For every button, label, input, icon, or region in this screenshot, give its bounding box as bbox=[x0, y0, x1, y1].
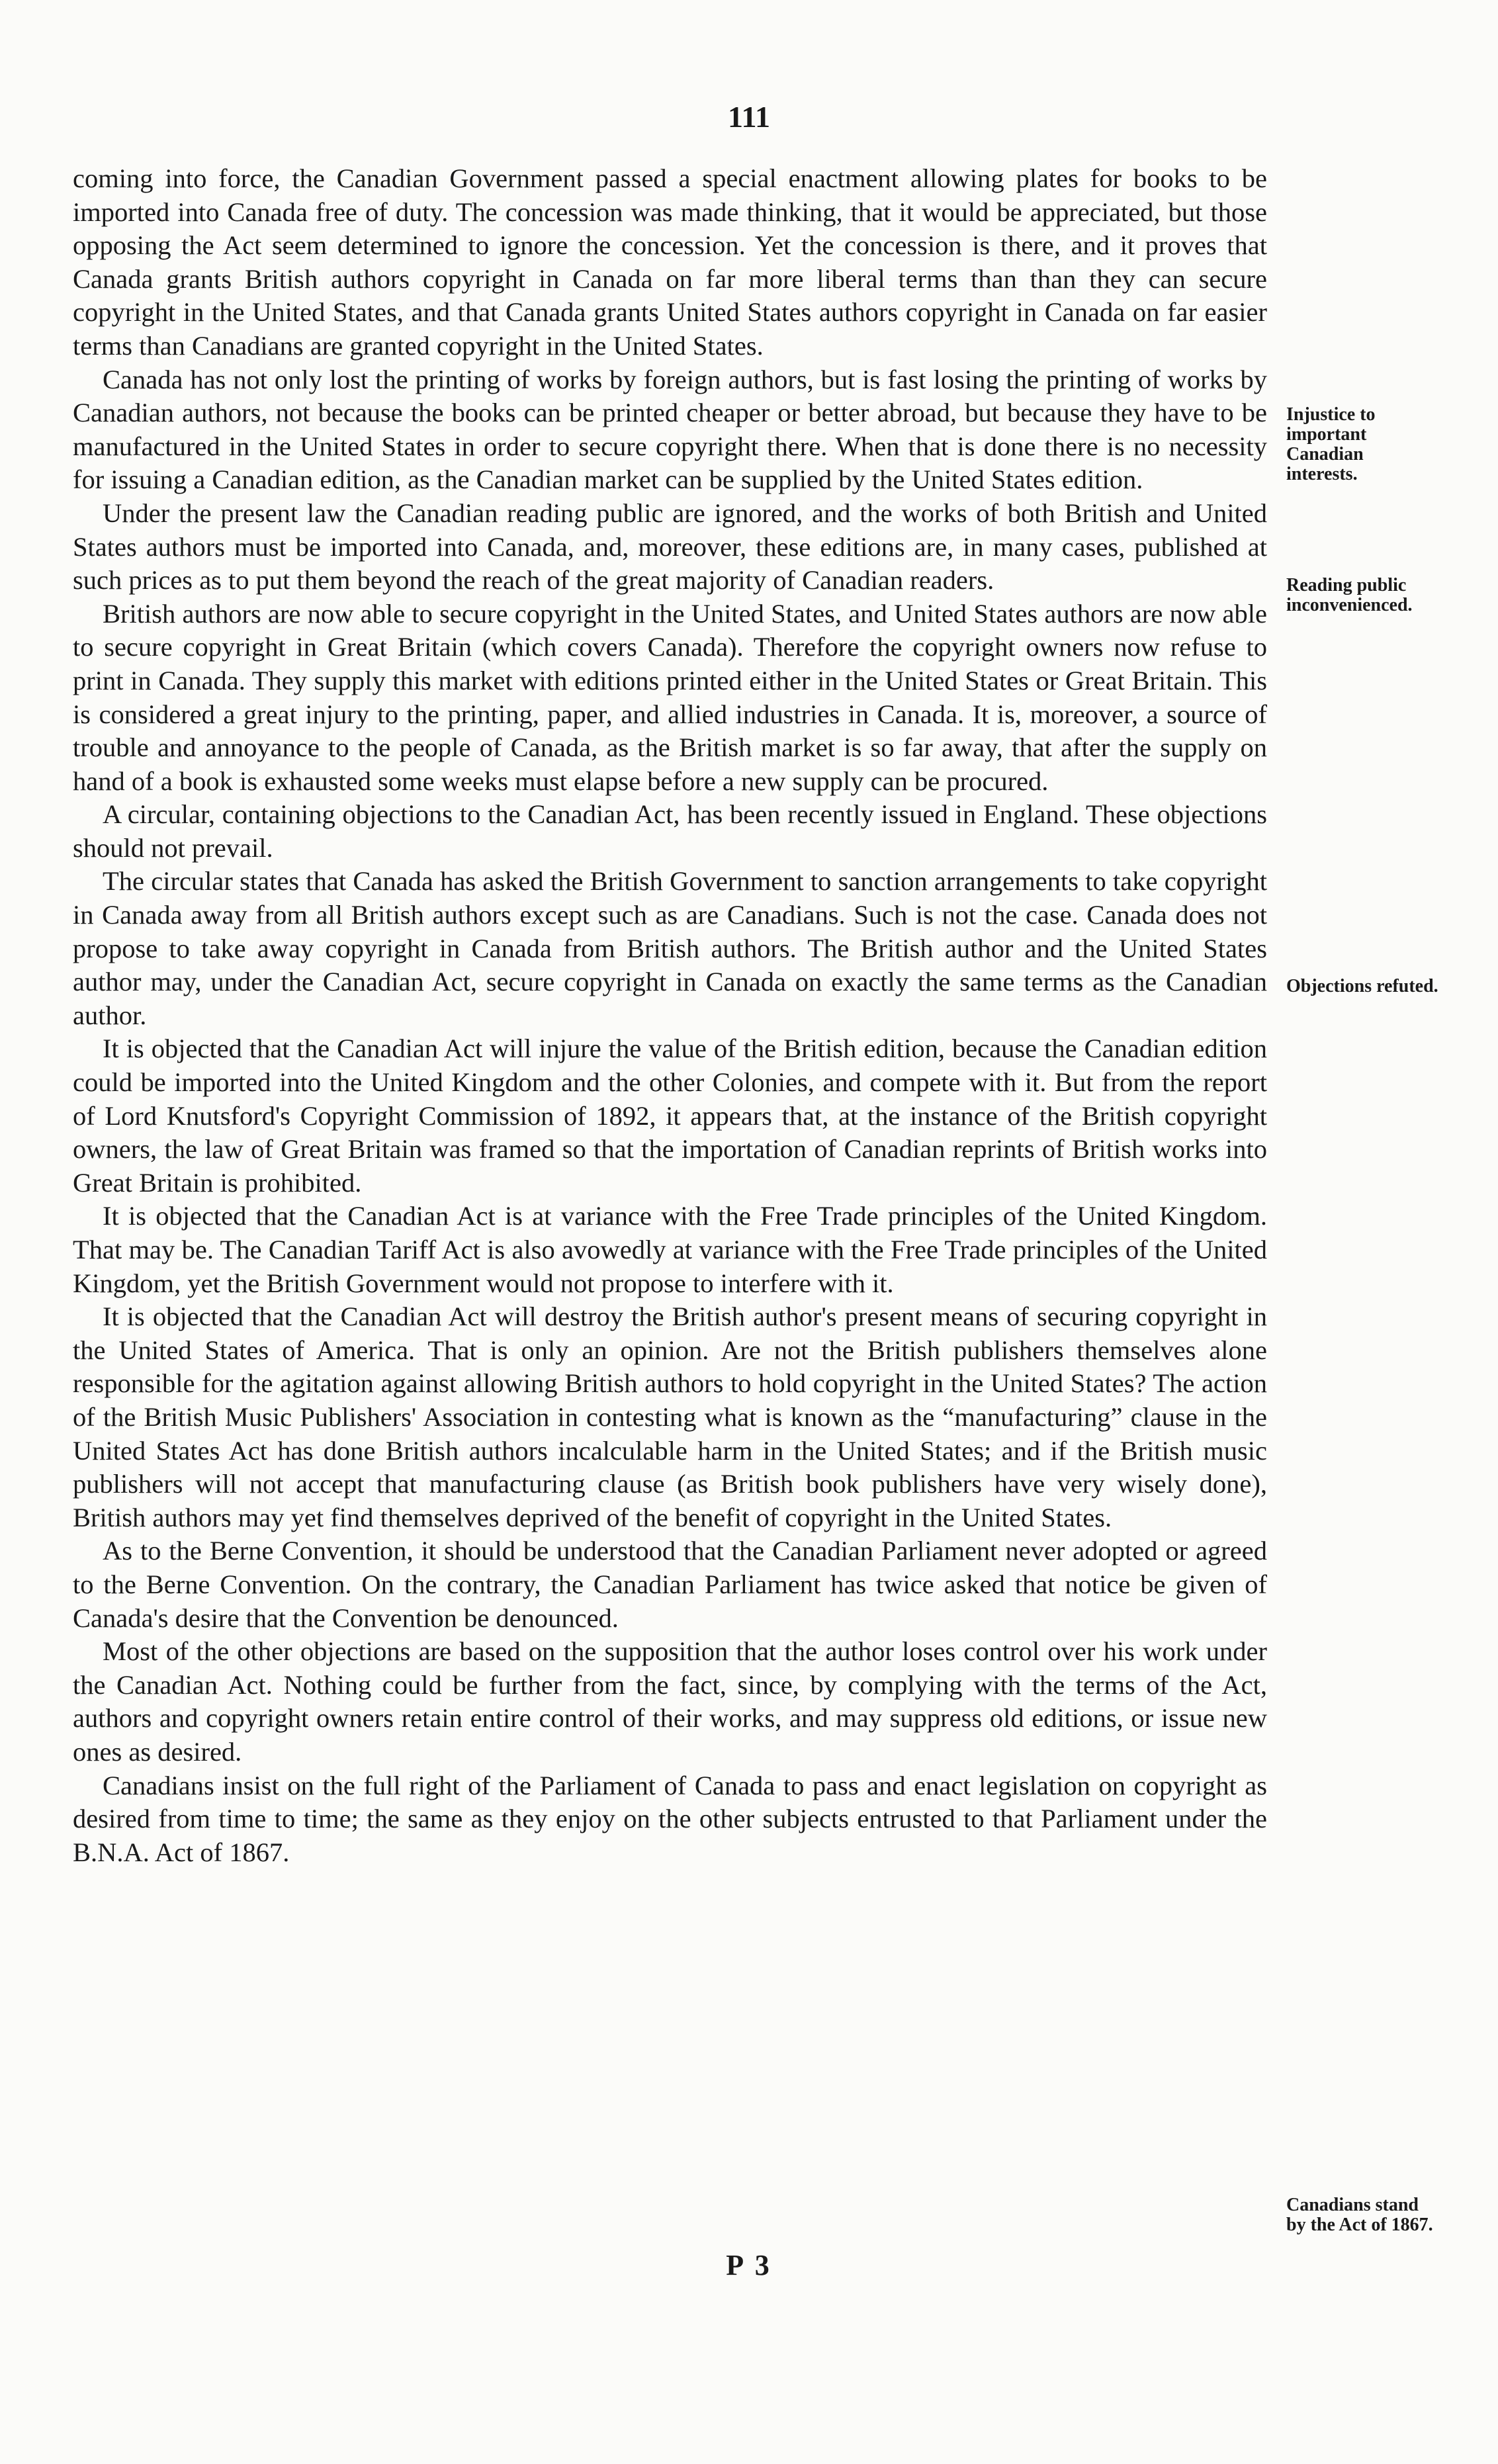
paragraph-printing-lost: Canada has not only lost the printing of works by foreign authors, but is fast losing the printing of works by Canadian authors, not because the books can be printed cheaper or better abroad, but because they have to be manufactured in the United States in order to secure copyright there. When that is done there is no necessity for issuing a Canadian edition, as the Canadian market can be supplied by the United States edition. bbox=[73, 364, 1267, 495]
sidenote-reading-public: Reading public inconvenienced. bbox=[1286, 575, 1413, 615]
paragraph-reading-public: Under the present law the Canadian reading public are ignored, and the works of both British and United States authors must be imported into Canada, and, moreover, these editions are, in many cases, published at such prices as to put them beyond the reach of the great majority of Canadian readers. bbox=[73, 498, 1267, 595]
sidenote-canadians-stand: Canadians stand by the Act of 1867. bbox=[1286, 2195, 1433, 2235]
signature-mark: P 3 bbox=[726, 2249, 772, 2281]
paragraph-british-edition: It is objected that the Canadian Act will injure the value of the British edition, because the Canadian edition could be imported into the United Kingdom and the other Colonies, and compete with it. But from the report of Lord Knutsford's Copyright Commission of 1892, it appears that, at the instance of the British copyright owners, the law of Great Britain was framed so that the importation of Canadian reprints of British works into Great Britain is prohibited. bbox=[73, 1034, 1267, 1198]
paragraph-circular-states: The circular states that Canada has asked the British Government to sanction arrangements to take copyright in Canada away from all British authors except such as are Canadians. Such is not the case. Canada does not propose to take away copyright in Canada from British authors. The British author and the United States author may, under the Canadian Act, secure copyright in Canada on exactly the same terms as the Canadian author. bbox=[73, 866, 1267, 1030]
sidenote-injustice: Injustice to important Canadian interests. bbox=[1286, 404, 1376, 484]
paragraph-continuation: coming into force, the Canadian Government passed a special enactment allowing plates for books to be imported into Canada free of duty. The concession was made thinking, that it would be appreciated, but those opposing the Act seem determined to ignore the concession. Yet the concession is there, and it proves that Canada grants British authors copyright in Canada on far more liberal terms than than they can secure copyright in the United States, and that Canada grants United States authors copyright in Canada on far easier terms than Canadians are granted copyright in the United States. bbox=[73, 163, 1267, 361]
sidenote-objections: Objections refuted. bbox=[1286, 976, 1438, 996]
paragraph-british-authors: British authors are now able to secure copyright in the United States, and United States authors are now able to secure copyright in Great Britain (which covers Canada). Therefore the copyright owners now refuse to print in Canada. They supply this market with editions printed either in the United States or Great Britain. This is considered a great injury to the printing, paper, and allied industries in Canada. It is, moreover, a source of trouble and annoyance to the people of Canada, as the British market is so far away, that after the supply on hand of a book is exhausted some weeks must elapse before a new supply can be procured. bbox=[73, 598, 1267, 796]
page-number: 111 bbox=[728, 100, 770, 134]
paragraph-author-control: Most of the other objections are based on the supposition that the author loses control over his work under the Canadian Act. Nothing could be further from the fact, since, by complying with the terms of the Act, authors and copyright owners retain entire control of their works, and may suppress old editions, or issue new ones as desired. bbox=[73, 1636, 1267, 1767]
paragraph-circular: A circular, containing objections to the Canadian Act, has been recently issued in England. These objections should not prevail. bbox=[73, 799, 1267, 863]
paragraph-canadians-insist: Canadians insist on the full right of the Parliament of Canada to pass and enact legislation on copyright as desired from time to time; the same as they enjoy on the other subjects entrusted to that Parliament under the B.N.A. Act of 1867. bbox=[73, 1770, 1267, 1867]
paragraph-berne-convention: As to the Berne Convention, it should be understood that the Canadian Parliament never adopted or agreed to the Berne Convention. On the contrary, the Canadian Parliament has twice asked that notice be given of Canada's desire that the Convention be denounced. bbox=[73, 1536, 1267, 1633]
paragraph-free-trade: It is objected that the Canadian Act is at variance with the Free Trade principles of the United Kingdom. That may be. The Canadian Tariff Act is also avowedly at variance with the Free Trade principles of the United Kingdom, yet the British Government would not propose to interfere with it. bbox=[73, 1201, 1267, 1298]
paragraph-us-copyright: It is objected that the Canadian Act will destroy the British author's present means of securing copyright in the United States of America. That is only an opinion. Are not the British publishers themselves alone responsible for the agitation against allowing British authors to hold copyright in the United States? The action of the British Music Publishers' Association in contesting what is known as the “manufacturing” clause in the United States Act has done British authors incalculable harm in the United States; and if the British music publishers will not accept that manufacturing clause (as British book publishers have very wisely done), British authors may yet find themselves deprived of the benefit of copyright in the United States. bbox=[73, 1301, 1267, 1532]
body-text bbox=[73, 162, 1267, 1869]
